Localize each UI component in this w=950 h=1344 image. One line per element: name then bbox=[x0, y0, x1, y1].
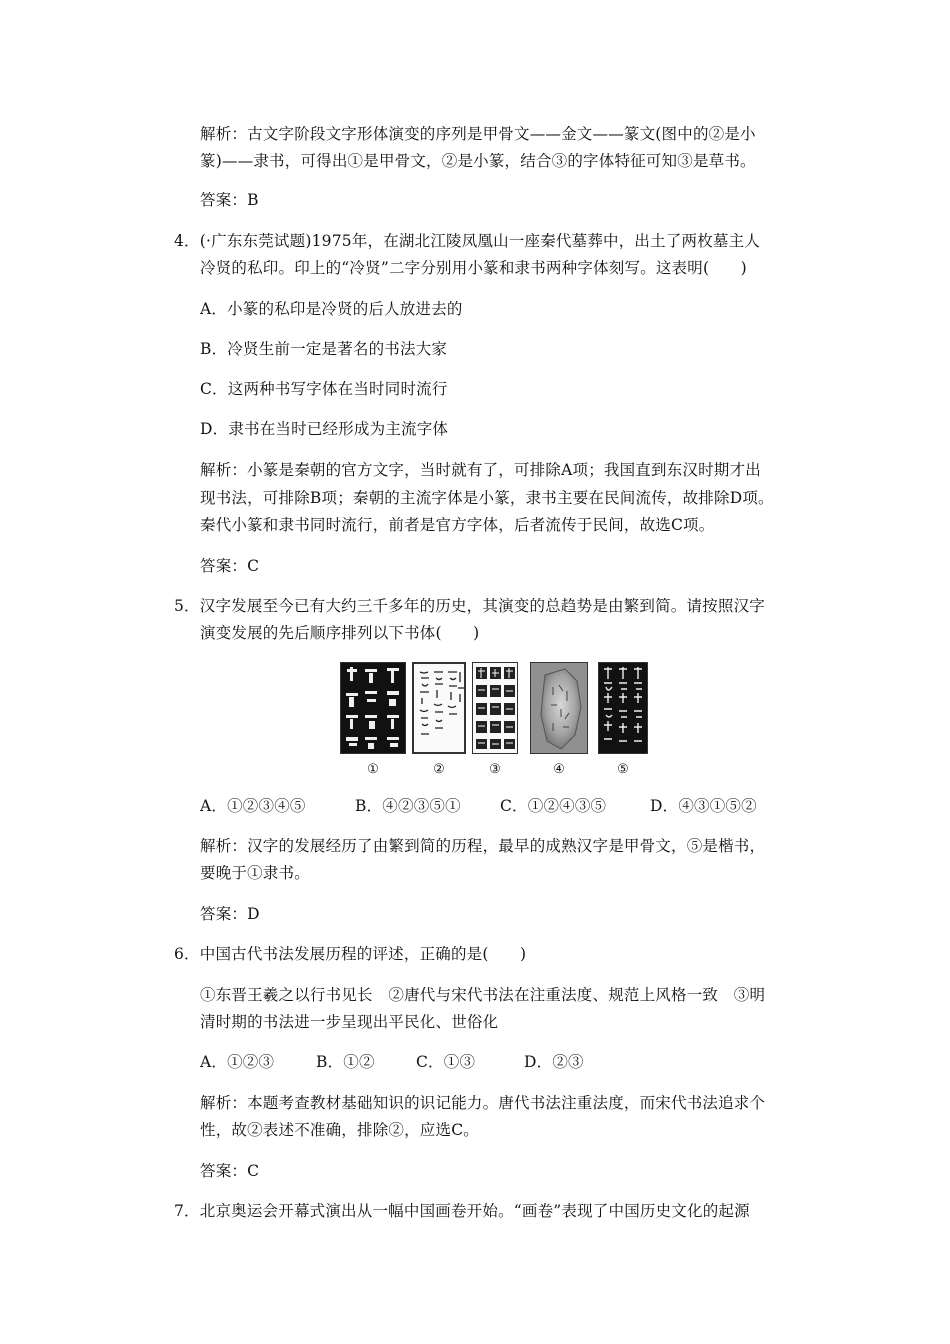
q4-stem-line-1: 4．(·广东东莞试题)1975年，在湖北江陵凤凰山一座秦代墓葬中，出土了两枚墓主人 bbox=[174, 232, 761, 250]
q6-options bbox=[200, 1051, 584, 1073]
q5-options bbox=[200, 795, 757, 817]
q5-option-b: B．④②③⑤① bbox=[355, 797, 461, 815]
q4-analysis-line-3: 秦代小篆和隶书同时流行，前者是官方字体，后者流传于民间，故选C项。 bbox=[200, 516, 715, 534]
q5-stem-line-2: 演变发展的先后顺序排列以下书体( ) bbox=[200, 624, 480, 642]
q6-stem: 6．中国古代书法发展历程的评述，正确的是( ) bbox=[174, 945, 527, 963]
figure-5-regular-script bbox=[598, 662, 648, 754]
q5-analysis-line-2: 要晚于①隶书。 bbox=[200, 864, 310, 882]
q6-analysis-line-2: 性，故②表述不准确，排除②，应选C。 bbox=[200, 1121, 479, 1139]
q6-analysis-line-1: 解析：本题考查教材基础知识的识记能力。唐代书法注重法度，而宋代书法追求个 bbox=[200, 1094, 766, 1112]
figure-2-manuscript bbox=[412, 662, 466, 754]
q4-option-c: C．这两种书写字体在当时同时流行 bbox=[200, 380, 448, 398]
q6-option-d: D．②③ bbox=[524, 1053, 584, 1071]
q6-option-a: A．①②③ bbox=[200, 1053, 275, 1071]
q4-analysis-line-1: 解析：小篆是秦朝的官方文字，当时就有了，可排除A项；我国直到东汉时期才出 bbox=[200, 461, 761, 479]
q3-analysis-line-2: 篆)——隶书，可得出①是甲骨文，②是小篆，结合③的字体特征可知③是草书。 bbox=[200, 152, 756, 170]
q4-answer: 答案：C bbox=[200, 557, 260, 575]
q4-option-b: B．冷贤生前一定是著名的书法大家 bbox=[200, 340, 448, 358]
q5-analysis-line-1: 解析：汉字的发展经历了由繁到简的历程，最早的成熟汉字是甲骨文，⑤是楷书， bbox=[200, 837, 766, 855]
q4-stem-line-2: 冷贤的私印。印上的“冷贤”二字分别用小篆和隶书两种字体刻写。这表明( ) bbox=[200, 259, 747, 277]
figure-caption-4: ④ bbox=[553, 762, 565, 777]
figure-caption-5: ⑤ bbox=[617, 762, 629, 777]
q5-option-c: C．①②④③⑤ bbox=[500, 797, 607, 815]
q7-stem-line-1: 7．北京奥运会开幕式演出从一幅中国画卷开始。“画卷”表现了中国历史文化的起源 bbox=[174, 1202, 750, 1220]
figure-3-script-grid bbox=[472, 662, 518, 754]
q3-answer: 答案：B bbox=[200, 191, 259, 209]
q3-analysis-line-1: 解析：古文字阶段文字形体演变的序列是甲骨文——金文——篆文(图中的②是小 bbox=[200, 125, 756, 143]
q4-option-a: A．小篆的私印是冷贤的后人放进去的 bbox=[200, 300, 463, 318]
figure-caption-2: ② bbox=[433, 762, 445, 777]
q5-option-a: A．①②③④⑤ bbox=[200, 797, 306, 815]
calligraphy-figure bbox=[340, 662, 630, 777]
q5-option-d: D．④③①⑤② bbox=[650, 797, 757, 815]
q5-stem-line-1: 5．汉字发展至今已有大约三千多年的历史，其演变的总趋势是由繁到简。请按照汉字 bbox=[174, 597, 765, 615]
q6-answer: 答案：C bbox=[200, 1162, 260, 1180]
figure-caption-3: ③ bbox=[489, 762, 501, 777]
figure-4-oracle-bone bbox=[530, 662, 588, 754]
q5-answer: 答案：D bbox=[200, 905, 260, 923]
figure-1-clerical-rubbing bbox=[340, 662, 406, 754]
q6-items-line-2: 清时期的书法进一步呈现出平民化、世俗化 bbox=[200, 1013, 499, 1031]
q6-items-line-1: ①东晋王羲之以行书见长 ②唐代与宋代书法在注重法度、规范上风格一致 ③明 bbox=[200, 986, 766, 1004]
q4-analysis-line-2: 现书法，可排除B项；秦朝的主流字体是小篆，隶书主要在民间流传，故排除D项。 bbox=[200, 489, 774, 507]
q4-option-d: D．隶书在当时已经形成为主流字体 bbox=[200, 420, 449, 438]
figure-caption-1: ① bbox=[367, 762, 379, 777]
q6-option-c: C．①③ bbox=[416, 1053, 476, 1071]
q6-option-b: B．①② bbox=[316, 1053, 375, 1071]
